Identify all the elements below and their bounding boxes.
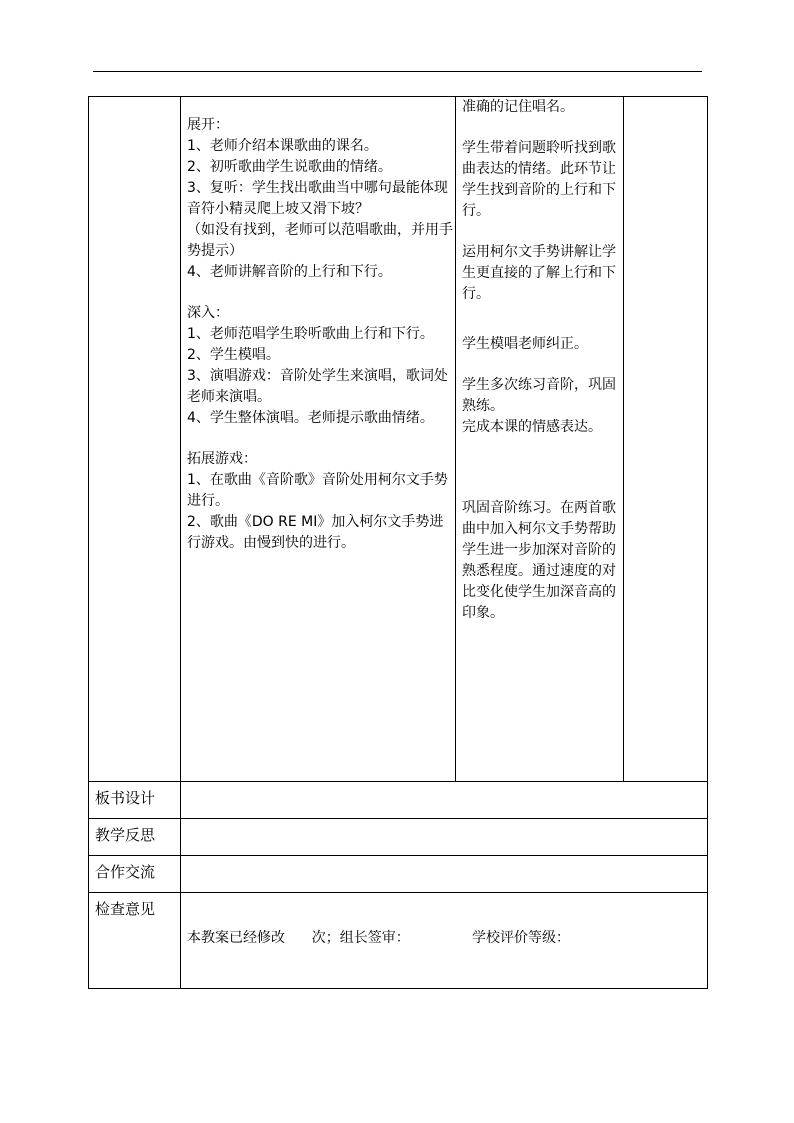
notes-cell [624, 97, 708, 782]
exchange-cell [181, 856, 708, 893]
exchange-row [89, 856, 708, 893]
intro-item-3-hint: （如没有找到，老师可以范唱歌曲，并用手势提示） [187, 222, 453, 259]
check-label: 检查意见 [89, 893, 181, 989]
intent-text-2: 学生带着问题聆听找到歌曲表达的情绪。此环节让学生找到音阶的上行和下行。 [462, 140, 616, 219]
stage-label-cell [89, 97, 181, 782]
reflection-row [89, 819, 708, 856]
deep-title: 深入： [187, 305, 229, 321]
intent-text-6: 完成本课的情感表达。 [462, 419, 602, 435]
intent-text-3: 运用柯尔文手势讲解让学生更直接的了解上行和下行。 [462, 244, 616, 302]
lesson-plan-table [88, 96, 708, 989]
process-row [89, 97, 708, 782]
intro-item-3: 3、复听：学生找出歌曲当中哪句最能体现音符小精灵爬上坡又滑下坡？ [187, 180, 448, 217]
intent-text-1: 准确的记住唱名。 [462, 99, 574, 115]
intro-item-2: 2、初听歌曲学生说歌曲的情绪。 [187, 159, 392, 175]
check-row [89, 893, 708, 989]
teaching-process-cell [181, 97, 456, 782]
intent-text-4: 学生模唱老师纠正。 [462, 336, 588, 352]
expand-item-1: 1、在歌曲《音阶歌》音阶处用柯尔文手势进行。 [187, 472, 448, 509]
intro-item-1: 1、老师介绍本课歌曲的课名。 [187, 138, 378, 154]
board-design-cell [181, 782, 708, 819]
deep-item-1: 1、老师范唱学生聆听歌曲上行和下行。 [187, 326, 434, 342]
exchange-label: 合作交流 [89, 856, 181, 893]
header-rule [93, 71, 702, 72]
check-signoff-line: 本教案已经修改 次；组长签审： 学校评价等级： [181, 893, 708, 989]
deep-item-2: 2、学生模唱。 [187, 347, 280, 363]
reflection-cell [181, 819, 708, 856]
intent-text-5: 学生多次练习音阶，巩固熟练。 [462, 377, 616, 414]
expand-title: 拓展游戏： [187, 451, 257, 467]
intro-title: 展开： [187, 117, 229, 133]
design-intent-cell [456, 97, 624, 782]
board-design-row [89, 782, 708, 819]
reflection-label: 教学反思 [89, 819, 181, 856]
board-design-label: 板书设计 [89, 782, 181, 819]
intro-item-4: 4、老师讲解音阶的上行和下行。 [187, 264, 392, 280]
expand-item-2: 2、歌曲《DO RE MI》加入柯尔文手势进行游戏。由慢到快的进行。 [187, 514, 444, 551]
intent-text-7: 巩固音阶练习。在两首歌曲中加入柯尔文手势帮助学生进一步加深对音阶的熟悉程度。通过速度的对比变化使学生加深音高的印象。 [462, 500, 616, 621]
deep-item-3: 3、演唱游戏：音阶处学生来演唱，歌词处老师来演唱。 [187, 368, 448, 405]
deep-item-4: 4、学生整体演唱。老师提示歌曲情绪。 [187, 410, 434, 426]
